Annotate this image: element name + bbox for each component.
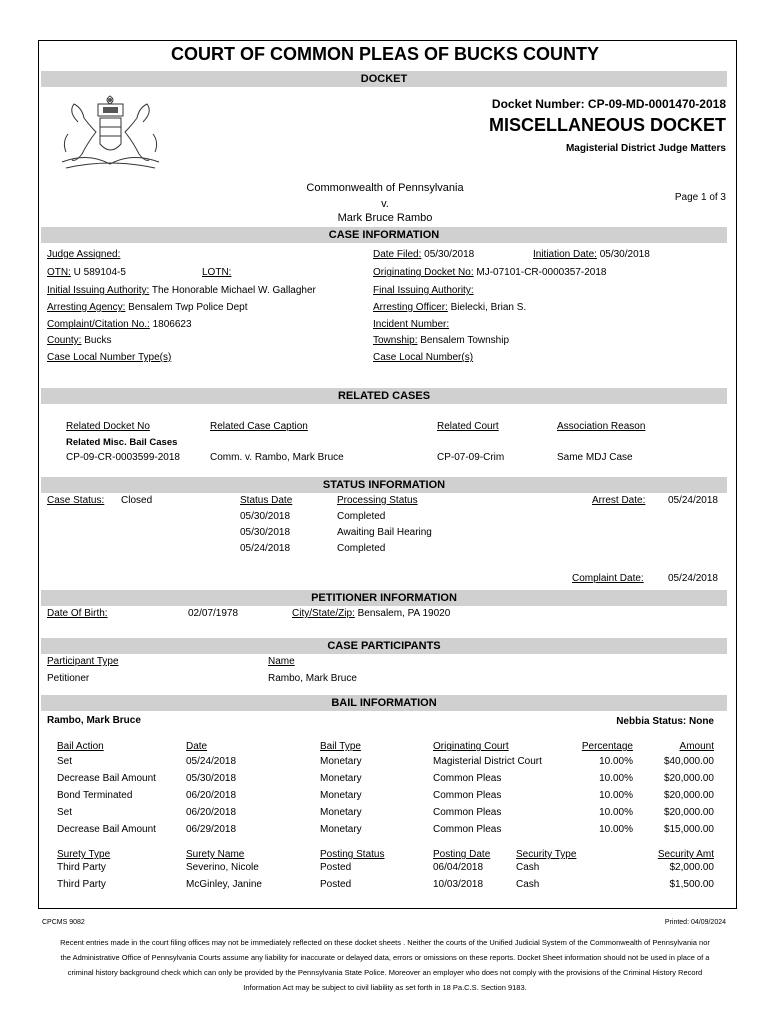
- surety-row-status: Posted: [320, 862, 352, 873]
- related-cases-bar: RELATED CASES: [41, 388, 727, 404]
- surety-row-type: Third Party: [57, 879, 106, 890]
- status-row-status: Completed: [337, 511, 386, 522]
- township-value: Bensalem Township: [420, 335, 510, 346]
- case-status-value: Closed: [121, 495, 153, 506]
- initial-issuing-authority-label: Initial Issuing Authority:: [47, 285, 150, 296]
- initial-issuing-authority-field: [47, 285, 316, 296]
- surety-row-amount: $2,000.00: [669, 862, 714, 873]
- bail-row-percentage: 10.00%: [599, 790, 633, 801]
- otn-label: OTN:: [47, 267, 71, 278]
- caption-line-3: Mark Bruce Rambo: [337, 212, 433, 224]
- arresting-officer-label: Arresting Officer:: [373, 302, 448, 313]
- bail-action-header: Bail Action: [57, 741, 104, 752]
- date-of-birth-label: Date Of Birth:: [47, 608, 108, 619]
- related-caption-header: Related Case Caption: [210, 421, 308, 432]
- complaint-date-label: Complaint Date:: [572, 573, 644, 584]
- county-field: [47, 335, 111, 346]
- related-docket-value: CP-09-CR-0003599-2018: [66, 452, 180, 463]
- case-local-number-type-label: Case Local Number Type(s): [47, 352, 172, 363]
- arresting-agency-label: Arresting Agency:: [47, 302, 126, 313]
- surety-row-amount: $1,500.00: [669, 879, 714, 890]
- caption-line-1: Commonwealth of Pennsylvania: [306, 182, 464, 194]
- originating-docket-value: MJ-07101-CR-0000357-2018: [476, 267, 607, 278]
- status-row-date: 05/30/2018: [240, 527, 291, 538]
- date-of-birth-value: 02/07/1978: [188, 608, 239, 619]
- case-local-number-label: Case Local Number(s): [373, 352, 474, 363]
- city-state-zip-field: [292, 608, 450, 619]
- initiation-date-value: 05/30/2018: [599, 249, 650, 260]
- surety-name-header: Surety Name: [186, 849, 245, 860]
- bail-date-header: Date: [186, 741, 208, 752]
- processing-status-header: Processing Status: [337, 495, 418, 506]
- initiation-date-label: Initiation Date:: [533, 249, 597, 260]
- initial-issuing-authority-value: The Honorable Michael W. Gallagher: [151, 285, 316, 296]
- bail-row-percentage: 10.00%: [599, 824, 633, 835]
- status-row-status: Completed: [337, 543, 386, 554]
- related-court-value: CP-07-09-Crim: [437, 452, 505, 463]
- bail-row-court: Common Pleas: [433, 790, 502, 801]
- bail-person-name: Rambo, Mark Bruce: [47, 715, 141, 726]
- bail-row-amount: $20,000.00: [663, 790, 714, 801]
- bail-row-action: Decrease Bail Amount: [57, 773, 156, 784]
- bail-row-date: 05/24/2018: [186, 756, 237, 767]
- bail-row-amount: $20,000.00: [663, 807, 714, 818]
- complaint-citation-value: 1806623: [152, 319, 192, 330]
- related-caption-value: Comm. v. Rambo, Mark Bruce: [210, 452, 344, 463]
- page-indicator: Page 1 of 3: [674, 192, 726, 203]
- lotn-label: LOTN:: [202, 267, 232, 278]
- judge-assigned-label: Judge Assigned:: [47, 249, 121, 260]
- participant-name-header: Name: [268, 656, 295, 667]
- bail-row-date: 06/29/2018: [186, 824, 237, 835]
- originating-court-header: Originating Court: [433, 741, 509, 752]
- complaint-citation-label: Complaint/Citation No.:: [47, 319, 150, 330]
- court-title: COURT OF COMMON PLEAS OF BUCKS COUNTY: [171, 44, 599, 64]
- bail-row-court: Magisterial District Court: [433, 756, 542, 767]
- status-row-date: 05/30/2018: [240, 511, 291, 522]
- participant-type-value: Petitioner: [47, 673, 90, 684]
- related-docket-header: Related Docket No: [66, 421, 150, 432]
- bail-row-action: Set: [57, 807, 73, 818]
- arrest-date-value: 05/24/2018: [667, 495, 718, 506]
- participant-name-value: Rambo, Mark Bruce: [268, 673, 357, 684]
- posting-date-header: Posting Date: [433, 849, 491, 860]
- petitioner-information-bar: PETITIONER INFORMATION: [41, 590, 727, 606]
- docket-number: Docket Number: CP-09-MD-0001470-2018: [491, 97, 726, 111]
- docket-bar: DOCKET: [41, 71, 727, 87]
- complaint-date-value: 05/24/2018: [667, 573, 718, 584]
- otn-value: U 589104-5: [73, 267, 126, 278]
- arresting-officer-field: [373, 302, 526, 313]
- final-issuing-authority-label: Final Issuing Authority:: [373, 285, 474, 296]
- bail-row-type: Monetary: [320, 824, 362, 835]
- bail-row-court: Common Pleas: [433, 824, 502, 835]
- arresting-agency-field: [47, 302, 247, 313]
- bail-row-type: Monetary: [320, 756, 362, 767]
- security-amount-header: Security Amt: [657, 849, 714, 860]
- township-field: [373, 335, 509, 346]
- bail-row-type: Monetary: [320, 790, 362, 801]
- status-row-date: 05/24/2018: [240, 543, 291, 554]
- status-date-header: Status Date: [240, 495, 293, 506]
- status-information-bar: STATUS INFORMATION: [41, 477, 727, 493]
- county-label: County:: [47, 335, 82, 346]
- posting-status-header: Posting Status: [320, 849, 385, 860]
- surety-row-date: 06/04/2018: [433, 862, 484, 873]
- printed-date: Printed: 04/09/2024: [664, 919, 726, 926]
- case-status-label: Case Status:: [47, 495, 105, 506]
- bail-row-date: 06/20/2018: [186, 807, 237, 818]
- bail-row-court: Common Pleas: [433, 807, 502, 818]
- surety-row-security-type: Cash: [516, 879, 540, 890]
- otn-field: [47, 267, 126, 278]
- bail-row-percentage: 10.00%: [599, 773, 633, 784]
- disclaimer-text: Recent entries made in the court filing offices may not be immediately reflected on these docket sheets . Neither the courts of the Unified Judicial System of the Commonwealth of Pennsylvania nor the Administrative Office of Pennsylvania Courts assume any liability for inaccurate or delayed data, errors or omissions on these reports. Docket Sheet information should not be used in place of a criminal history background check which can only be provided by the Pennsylvania State Police. Moreover an employer who does not comply with the provisions of the Criminal History Record Information Act may be subject to civil liability as set forth in 18 Pa.C.S. Section 9183.: [60, 938, 710, 992]
- docket-subtype: Magisterial District Judge Matters: [565, 143, 726, 154]
- surety-row-type: Third Party: [57, 862, 106, 873]
- bail-row-court: Common Pleas: [433, 773, 502, 784]
- caption-line-2: v.: [381, 198, 389, 210]
- date-filed-label: Date Filed:: [373, 249, 422, 260]
- bail-information-bar: BAIL INFORMATION: [41, 695, 727, 711]
- bail-row-action: Decrease Bail Amount: [57, 824, 156, 835]
- bail-row-percentage: 10.00%: [599, 807, 633, 818]
- surety-row-name: Severino, Nicole: [186, 862, 259, 873]
- association-reason-header: Association Reason: [557, 421, 646, 432]
- county-value: Bucks: [84, 335, 112, 346]
- bail-row-amount: $15,000.00: [663, 824, 714, 835]
- docket-type: MISCELLANEOUS DOCKET: [488, 115, 726, 135]
- originating-docket-field: [373, 267, 606, 278]
- date-filed-value: 05/30/2018: [424, 249, 475, 260]
- bail-row-type: Monetary: [320, 807, 362, 818]
- related-group-label: Related Misc. Bail Cases: [66, 437, 178, 448]
- bail-row-date: 06/20/2018: [186, 790, 237, 801]
- city-state-zip-label: City/State/Zip:: [292, 608, 355, 619]
- percentage-header: Percentage: [581, 741, 633, 752]
- bail-row-percentage: 10.00%: [599, 756, 633, 767]
- case-participants-bar: CASE PARTICIPANTS: [41, 638, 727, 654]
- status-row-status: Awaiting Bail Hearing: [337, 527, 432, 538]
- bail-row-action: Set: [57, 756, 73, 767]
- bail-row-amount: $20,000.00: [663, 773, 714, 784]
- surety-row-name: McGinley, Janine: [186, 879, 262, 890]
- amount-header: Amount: [679, 741, 714, 752]
- nebbia-status: Nebbia Status: None: [616, 716, 714, 727]
- participant-type-header: Participant Type: [47, 656, 119, 667]
- incident-number-label: Incident Number:: [373, 319, 450, 330]
- case-information-bar: CASE INFORMATION: [41, 227, 727, 243]
- bail-type-header: Bail Type: [320, 741, 361, 752]
- complaint-citation-field: [47, 319, 192, 330]
- surety-type-header: Surety Type: [57, 849, 111, 860]
- surety-row-date: 10/03/2018: [433, 879, 484, 890]
- arrest-date-label: Arrest Date:: [592, 495, 646, 506]
- bail-row-action: Bond Terminated: [57, 790, 133, 801]
- initiation-date-field: [533, 249, 650, 260]
- form-number: CPCMS 9082: [42, 919, 85, 926]
- city-state-zip-value: Bensalem, PA 19020: [357, 608, 451, 619]
- coat-of-arms-icon: [48, 92, 173, 177]
- surety-row-status: Posted: [320, 879, 352, 890]
- association-reason-value: Same MDJ Case: [557, 452, 633, 463]
- security-type-header: Security Type: [516, 849, 577, 860]
- originating-docket-label: Originating Docket No:: [373, 267, 474, 278]
- bail-row-type: Monetary: [320, 773, 362, 784]
- arresting-officer-value: Bielecki, Brian S.: [450, 302, 527, 313]
- surety-row-security-type: Cash: [516, 862, 540, 873]
- bail-row-amount: $40,000.00: [663, 756, 714, 767]
- bail-row-date: 05/30/2018: [186, 773, 237, 784]
- date-filed-field: [373, 249, 474, 260]
- related-court-header: Related Court: [437, 421, 499, 432]
- township-label: Township:: [373, 335, 418, 346]
- arresting-agency-value: Bensalem Twp Police Dept: [128, 302, 248, 313]
